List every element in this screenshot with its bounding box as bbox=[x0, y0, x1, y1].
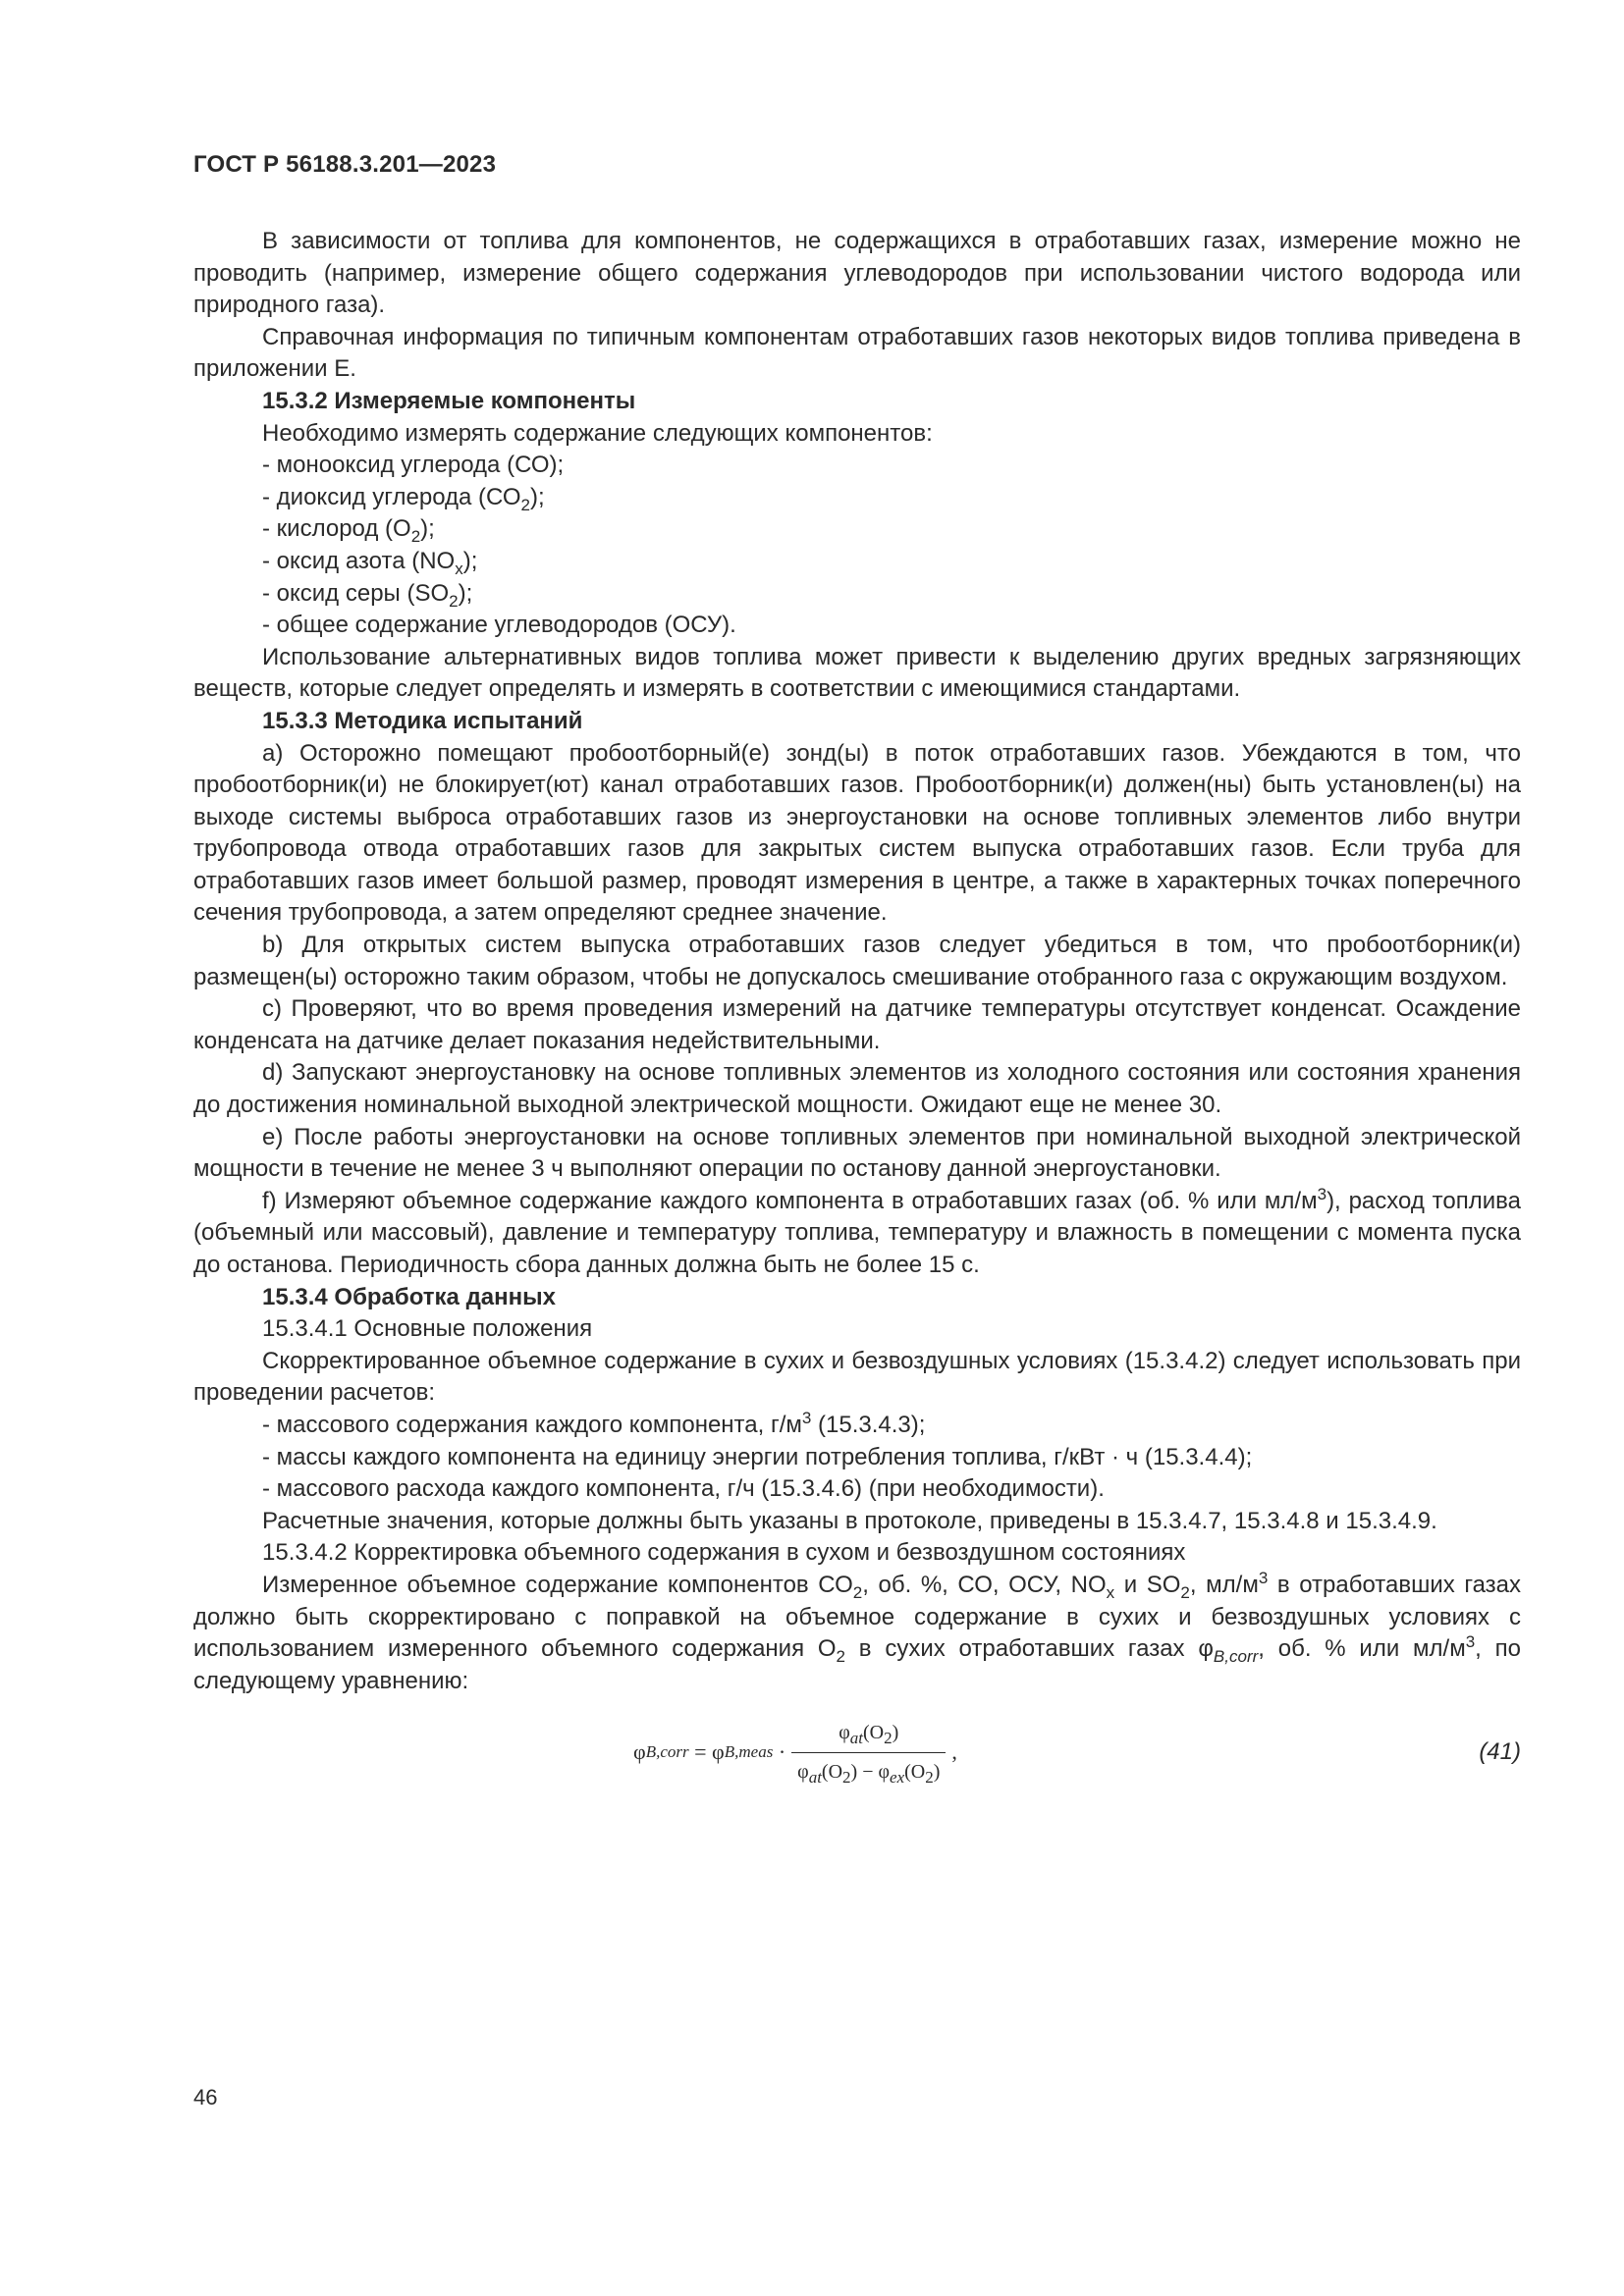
document-header: ГОСТ Р 56188.3.201—2023 bbox=[193, 151, 497, 178]
fraction-denominator: $\varphi_{at}(O_2) - \varphi_{ex}(O_2)$ bbox=[791, 1752, 946, 1789]
paragraph: b) Для открытых систем выпуска отработавших газов следует убедиться в том, что пробоотборник(и) размещен(ы) осторожно таким образом, чтобы не допускалось смешивание отобранного газа с окружающим воздухом. bbox=[193, 932, 1521, 990]
paragraph: Измеренное объемное содержание компонентов $СО_2$, об. %, СО, ОСУ, $NO_x$ и $SO_2$, $мл/м^3$ в отработавших газах должно быть скорректировано с поправкой на объемное содержание в сухих и безвоздушных условиях с использованием измеренного объемного содержания $О_2$ в сухих отработавших газах $\varphi_{B,corr}$, об. % или $мл/м^3$, по следующему уравнению: bbox=[193, 1568, 1522, 1694]
page-number: 46 bbox=[193, 2085, 218, 2109]
fraction bbox=[791, 1717, 946, 1788]
paragraph: а) Осторожно помещают пробоотборный(е) зонд(ы) в поток отработавших газов. Убеждаются в том, что пробоотборник(и) не блокирует(ют) канал отработавших газов. Пробоотборник(и) должен(ны) быть установлен(ы) на выходе системы выброса отработавших газов из энергоустановки на основе топливных элементов либо внутри трубопровода отвода отработавших газов для закрытых систем выпуска отработавших газов. Если труба для отработавших газов имеет большой размер, проводят измерения в центре, а также в характерных точках поперечного сечения трубопровода, а затем определяют среднее значение. bbox=[193, 739, 1521, 927]
list-item: - оксид азота $(NO_x)$; bbox=[262, 547, 478, 578]
paragraph: е) После работы энергоустановки на основе топливных элементов при номинальной выходной электрической мощности в течение не менее 3 ч выполняют операции по останову данной энергоустановки. bbox=[193, 1123, 1521, 1183]
subsection-heading-15-3-4-1: 15.3.4.1 Основные положения bbox=[262, 1315, 593, 1343]
equation-41 bbox=[193, 1709, 1521, 1797]
paragraph: с) Проверяют, что во время проведения измерений на датчике температуры отсутствует конденсат. Осаждение конденсата на датчике делает показания недействительными. bbox=[193, 995, 1521, 1054]
list-item: - массового содержания каждого компонента, $г/м^3$ (15.3.4.3); bbox=[262, 1408, 926, 1438]
list-item: - кислород $(О_2)$; bbox=[262, 515, 435, 547]
section-heading-15-3-4: 15.3.4 Обработка данных bbox=[262, 1283, 556, 1310]
list-item: - оксид серы $(SO_2)$; bbox=[262, 579, 473, 611]
list-item: - массы каждого компонента на единицу энергии потребления топлива, г/кВт · ч (15.3.4.4); bbox=[262, 1443, 1253, 1470]
equation-number: (41) bbox=[1479, 1738, 1521, 1766]
paragraph: В зависимости от топлива для компонентов, не содержащихся в отработавших газах, измерение можно не проводить (например, измерение общего содержания углеводородов при использовании чистого водорода или природного газа). bbox=[193, 228, 1521, 319]
paragraph: Необходимо измерять содержание следующих компонентов: bbox=[262, 419, 933, 447]
list-item: - общее содержание углеводородов (ОСУ). bbox=[262, 612, 736, 639]
page-content bbox=[193, 226, 1521, 1797]
list-item: - монооксид углерода (СО); bbox=[262, 452, 565, 479]
paragraph: Использование альтернативных видов топлива может привести к выделению других вредных загрязняющих веществ, которые следует определять и измерять в соответствии с имеющимися стандартами. bbox=[193, 643, 1521, 703]
fraction-numerator: $\varphi_{at}(O_2)$ bbox=[839, 1722, 899, 1748]
subsection-heading-15-3-4-2: 15.3.4.2 Корректировка объемного содержания в сухом и безвоздушном состояниях bbox=[262, 1539, 1186, 1567]
section-heading-15-3-3: 15.3.3 Методика испытаний bbox=[262, 707, 583, 734]
formula: φ B,corr = φ B,meas · $\frac{\varphi_{at}(O_2)}{\varphi_{at}(O_2) - \varphi_{ex}(O_2)}$ , bbox=[633, 1717, 957, 1788]
list-item: - диоксид углерода $(СО_2)$; bbox=[262, 483, 545, 514]
paragraph: Расчетные значения, которые должны быть указаны в протоколе, приведены в 15.3.4.7, 15.3.4.8 и 15.3.4.9. bbox=[262, 1507, 1437, 1534]
paragraph: f) Измеряют объемное содержание каждого компонента в отработавших газах (об. % или $мл/м^3$), расход топлива (объемный или массовый), давление и температуру топлива, температуру и влажность в помещении с момента пуска до останова. Периодичность сбора данных должна быть не более 15 с. bbox=[193, 1184, 1521, 1278]
section-heading-15-3-2: 15.3.2 Измеряемые компоненты bbox=[262, 387, 636, 414]
paragraph: Скорректированное объемное содержание в сухих и безвоздушных условиях (15.3.4.2) следует использовать при проведении расчетов: bbox=[193, 1347, 1521, 1407]
list-item: - массового расхода каждого компонента, г/ч (15.3.4.6) (при необходимости). bbox=[262, 1475, 1105, 1503]
paragraph: Справочная информация по типичным компонентам отработавших газов некоторых видов топлива приведена в приложении Е. bbox=[193, 323, 1521, 383]
paragraph: d) Запускают энергоустановку на основе топливных элементов из холодного состояния или состояния хранения до достижения номинальной выходной электрической мощности. Ожидают еще не менее 30. bbox=[193, 1059, 1521, 1119]
